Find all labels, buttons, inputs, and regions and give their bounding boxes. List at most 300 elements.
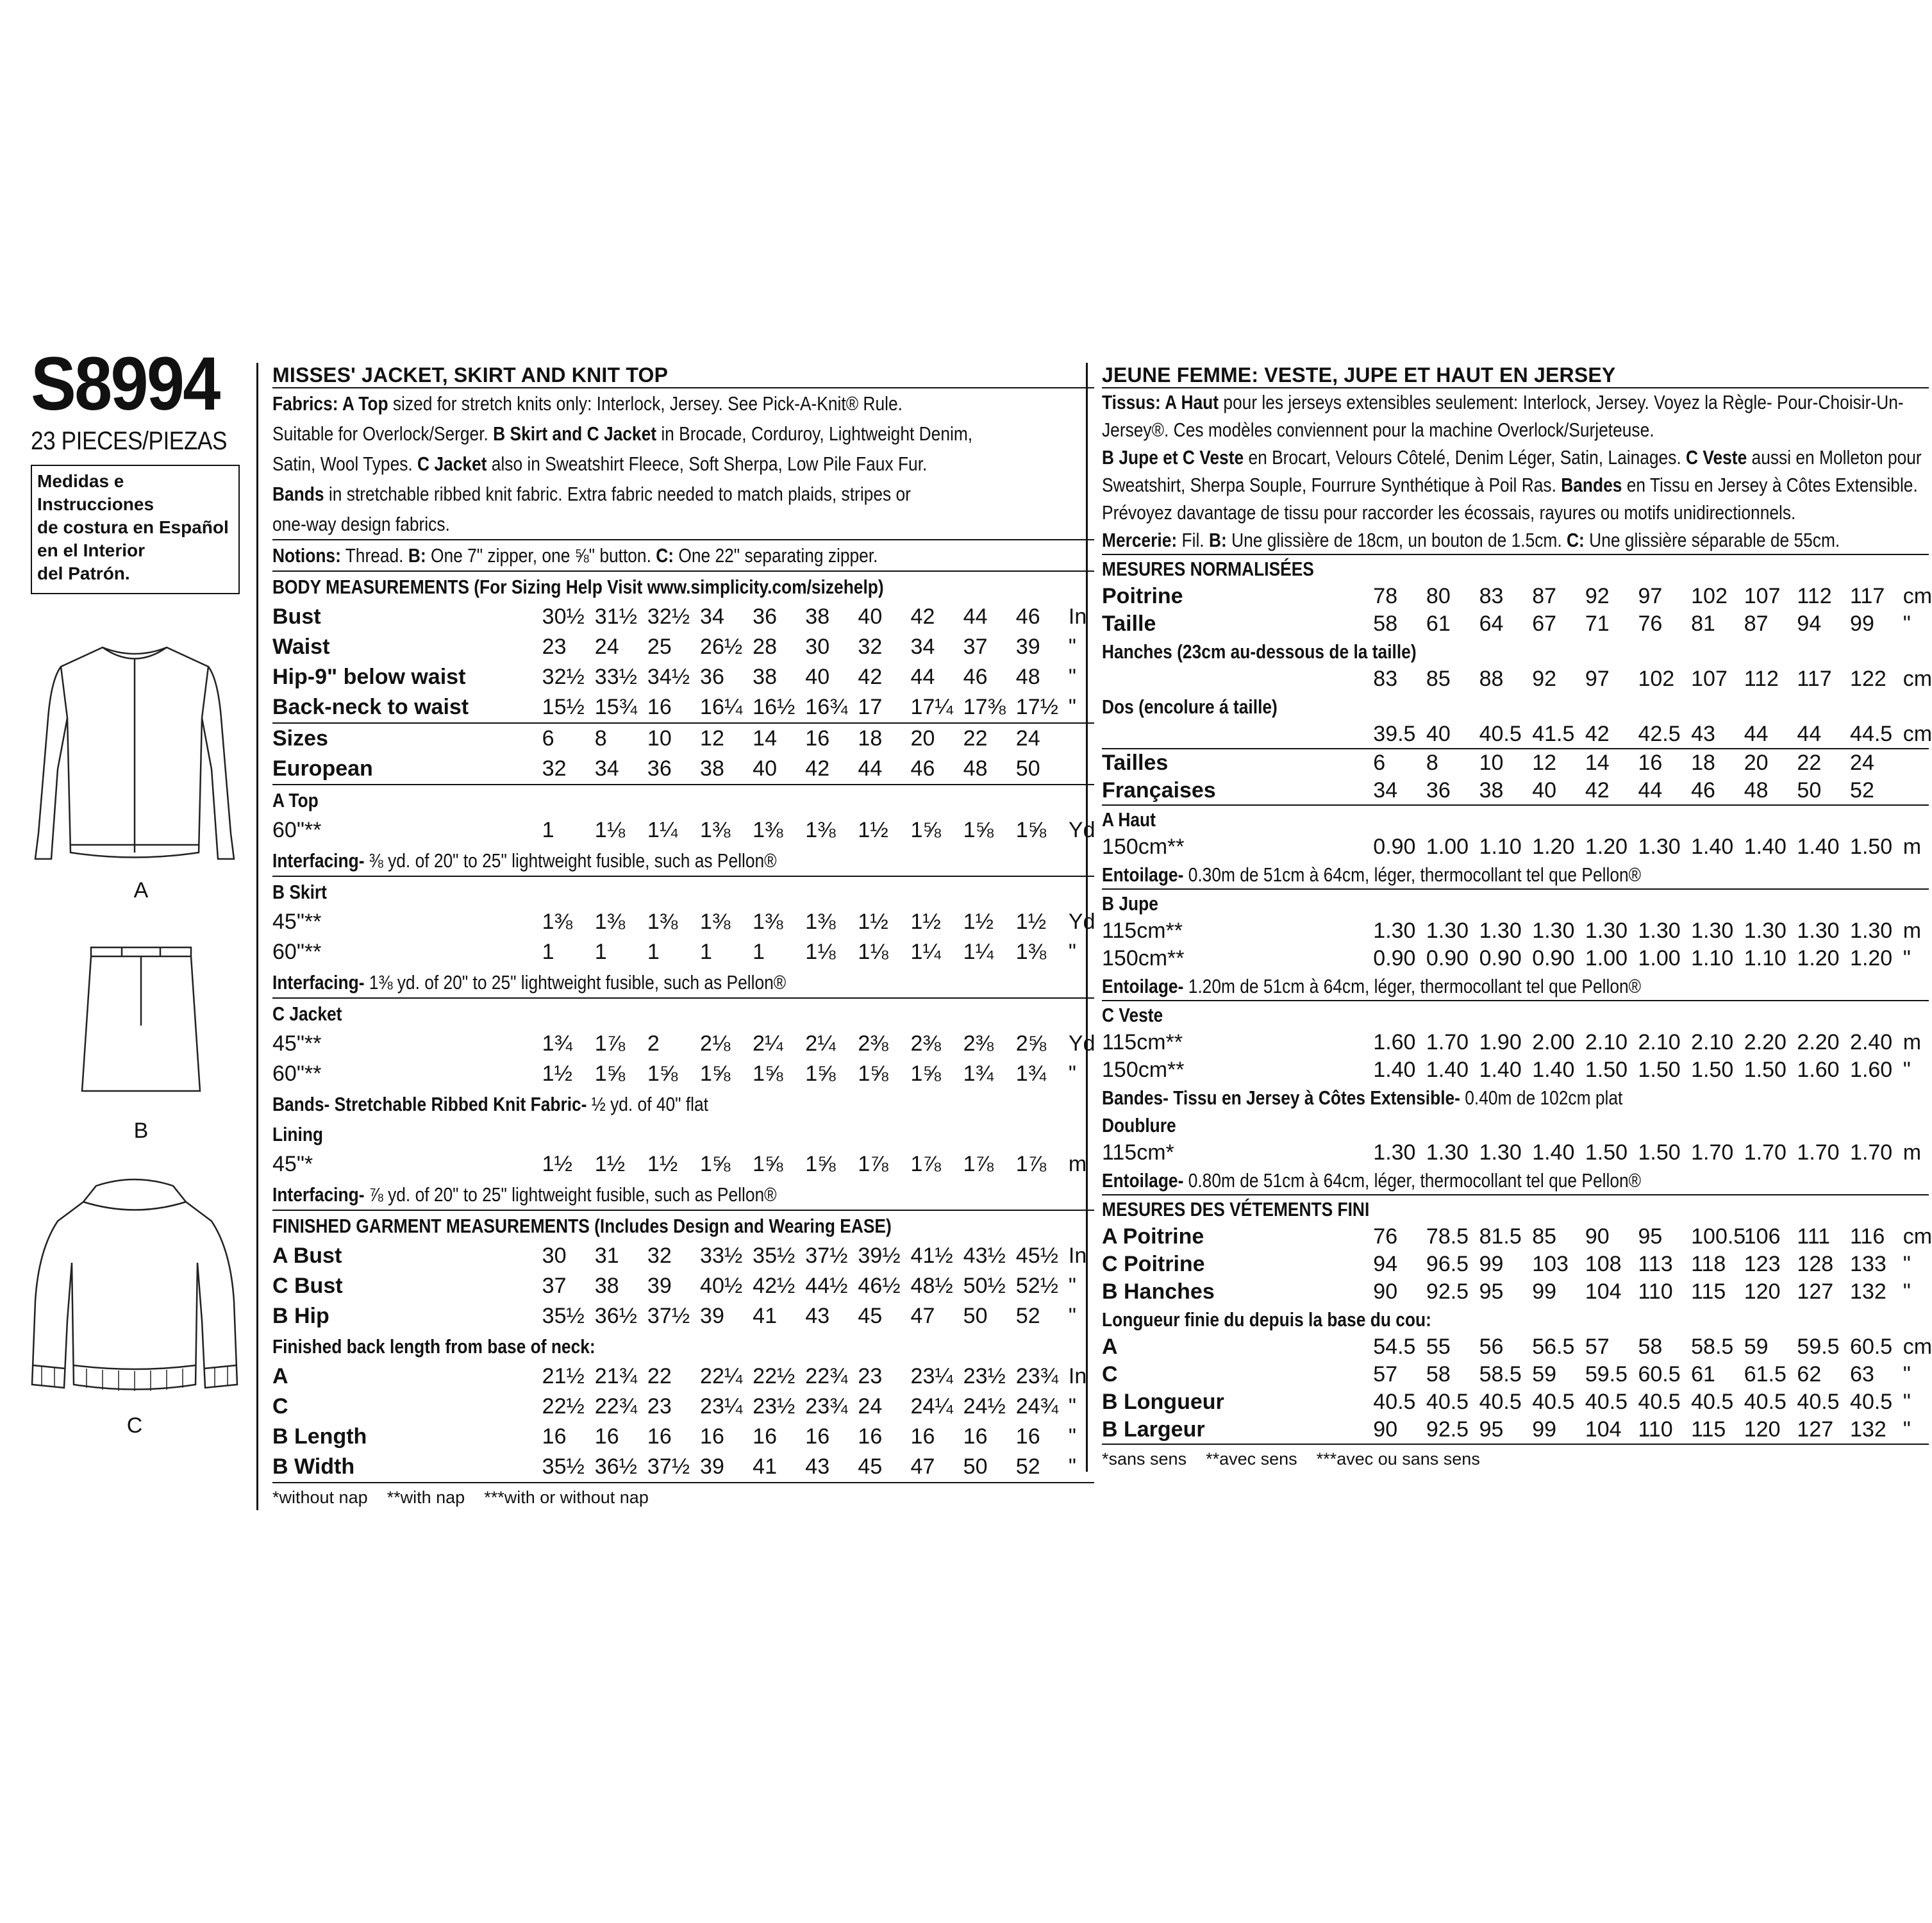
table-cell: 20	[1744, 751, 1769, 775]
table-cell: 1.20	[1850, 946, 1893, 970]
row-label: Bust	[272, 604, 321, 629]
back-length-title: Finished back length from base of neck:	[272, 1335, 595, 1358]
table-cell: 95	[1638, 1224, 1663, 1249]
table-cell: 60.5	[1638, 1362, 1681, 1386]
table-cell: 40.5	[1691, 1390, 1734, 1414]
back-length-table	[272, 1361, 1094, 1482]
table-cell: 111	[1797, 1224, 1831, 1249]
table-cell: 1.50	[1638, 1058, 1681, 1082]
table-cell: 1.50	[1585, 1058, 1628, 1082]
table-cell: 1¼	[910, 940, 941, 964]
table-cell: 38	[594, 1274, 619, 1298]
table-cell: 21½	[542, 1364, 585, 1388]
spanish-note-line: del Patrón.	[37, 563, 130, 583]
table-cell: 36	[753, 604, 777, 629]
table-cell: 23	[542, 635, 567, 659]
table-cell: 47	[910, 1304, 935, 1328]
table-cell: 1½	[594, 1152, 626, 1176]
english-title: MISSES' JACKET, SKIRT AND KNIT TOP	[272, 363, 1094, 388]
table-cell: 83	[1479, 584, 1504, 608]
table-cell: 38	[700, 756, 724, 781]
table-cell: 1.10	[1744, 946, 1786, 970]
table-cell: 2⅜	[910, 1031, 941, 1056]
table-cell: 1⅝	[910, 818, 941, 842]
dos-table	[1102, 720, 1932, 748]
table-cell: 112	[1797, 584, 1832, 608]
table-cell: 40.5	[1850, 1390, 1893, 1414]
table-cell: 1⅜	[647, 910, 678, 934]
unit-cell: cm	[1903, 1335, 1932, 1359]
table-cell: 58	[1373, 612, 1398, 636]
table-cell: 2⅜	[858, 1031, 888, 1056]
table-cell: 43½	[963, 1244, 1006, 1268]
table-cell: 40½	[700, 1274, 743, 1298]
table-cell: 57	[1585, 1335, 1610, 1359]
table-row	[1102, 749, 1929, 777]
table-cell: 122	[1850, 667, 1886, 691]
table-cell: 1.30	[1373, 1140, 1416, 1165]
table-cell: 59	[1744, 1335, 1769, 1359]
table-cell: 30	[542, 1244, 567, 1268]
table-cell: 1½	[858, 818, 888, 842]
table-cell: 28	[753, 635, 777, 659]
table-cell: 1½	[858, 910, 888, 934]
table-cell: 44½	[805, 1274, 848, 1298]
table-row	[272, 724, 1094, 754]
table-cell: 1¾	[542, 1031, 572, 1056]
table-cell: 32	[858, 635, 883, 659]
table-cell: 2.10	[1691, 1030, 1734, 1054]
table-cell: 16	[594, 1424, 619, 1449]
table-cell: 38	[1479, 778, 1504, 803]
table-cell: 32½	[647, 604, 690, 629]
table-cell: 102	[1691, 584, 1728, 608]
mesures-vetements-table	[1102, 1223, 1932, 1306]
table-row	[1102, 917, 1929, 945]
table-cell: 46	[963, 665, 988, 689]
table-cell: 88	[1479, 667, 1504, 691]
table-row	[1102, 720, 1929, 748]
table-cell: 44.5	[1850, 722, 1893, 746]
table-cell: 16	[963, 1424, 988, 1449]
table-cell: 67	[1532, 612, 1557, 636]
table-cell: 62	[1797, 1362, 1822, 1386]
table-cell: 36	[1426, 778, 1451, 803]
table-cell: 60.5	[1850, 1335, 1893, 1359]
table-cell: 94	[1797, 612, 1822, 636]
table-cell: 34	[594, 756, 619, 781]
table-cell: 48½	[910, 1274, 953, 1298]
table-cell: 1⅝	[910, 1061, 941, 1086]
table-cell: 1.00	[1426, 835, 1469, 859]
unit-cell: m	[1068, 1152, 1087, 1176]
unit-cell: "	[1903, 1279, 1911, 1304]
a-top-interfacing: Interfacing- ⅜ yd. of 20" to 25" lightweight fusible, such as Pellon®	[272, 849, 777, 872]
table-cell: 1⅝	[594, 1061, 626, 1086]
table-cell: 1⅞	[858, 1152, 888, 1176]
table-cell: 104	[1585, 1279, 1622, 1304]
table-cell: 1⅝	[1015, 818, 1047, 842]
english-column	[256, 363, 1094, 1510]
unit-cell: "	[1903, 1252, 1911, 1276]
row-label: 115cm**	[1102, 919, 1183, 943]
table-cell: 0.90	[1532, 946, 1575, 970]
table-row	[272, 907, 1094, 937]
table-cell: 23¾	[805, 1394, 848, 1419]
row-label: Poitrine	[1102, 584, 1183, 608]
table-cell: 87	[1744, 612, 1769, 636]
table-cell: 76	[1373, 1224, 1398, 1249]
table-cell: 120	[1744, 1279, 1781, 1304]
table-cell: 116	[1850, 1224, 1885, 1249]
row-label: B Hip	[272, 1304, 329, 1328]
table-cell: 8	[1426, 751, 1438, 775]
table-cell: 1¼	[963, 940, 994, 964]
table-cell: 42½	[753, 1274, 795, 1298]
table-cell: 42	[910, 604, 935, 629]
table-cell: 1	[647, 940, 660, 964]
table-cell: 48	[963, 756, 988, 781]
table-cell: 2.40	[1850, 1030, 1893, 1054]
table-cell: 6	[1373, 751, 1386, 775]
table-cell: 0.90	[1373, 835, 1416, 859]
table-cell: 132	[1850, 1417, 1886, 1442]
row-label: European	[272, 756, 373, 781]
table-cell: 1.90	[1479, 1030, 1522, 1054]
table-cell: 1⅜	[594, 910, 626, 934]
table-cell: 1.50	[1744, 1058, 1786, 1082]
table-cell: 108	[1585, 1252, 1622, 1276]
table-cell: 43	[805, 1304, 830, 1328]
table-cell: 1.30	[1638, 835, 1681, 859]
table-cell: 96.5	[1426, 1252, 1469, 1276]
row-label: 45"*	[272, 1152, 313, 1176]
table-cell: 52½	[1015, 1274, 1058, 1298]
table-cell: 17	[858, 695, 883, 719]
table-cell: 107	[1691, 667, 1728, 691]
sketch-b-skirt-back-view	[77, 942, 205, 1096]
table-cell: 16	[700, 1424, 724, 1449]
spanish-note-line: Medidas e Instrucciones	[37, 471, 154, 514]
table-cell: 99	[1850, 612, 1874, 636]
table-cell: 39	[647, 1274, 672, 1298]
mesures-normalisees-title: MESURES NORMALISÉES	[1102, 558, 1314, 580]
table-cell: 10	[1479, 751, 1504, 775]
unit-cell: "	[1068, 1424, 1076, 1449]
row-label: Waist	[272, 635, 330, 659]
finished-measurements-title: FINISHED GARMENT MEASUREMENTS (Includes Design and Wearing EASE)	[272, 1215, 892, 1237]
french-footnote: *sans sens **avec sens ***avec ou sans sens	[1102, 1449, 1480, 1469]
row-label	[1102, 720, 1373, 748]
table-cell: 1⅝	[753, 1061, 783, 1086]
table-cell: 16	[542, 1424, 567, 1449]
table-cell: 58.5	[1691, 1335, 1734, 1359]
table-cell: 1⅛	[594, 818, 626, 842]
table-row	[1102, 1361, 1929, 1388]
table-cell: 1	[542, 818, 554, 842]
table-cell: 45	[858, 1304, 883, 1328]
table-cell: 1.70	[1744, 1140, 1786, 1165]
b-jupe-entoilage: Entoilage- 1.20m de 51cm à 64cm, léger, thermocollant tel que Pellon®	[1102, 975, 1642, 997]
table-row	[272, 1392, 1094, 1422]
table-cell: 16	[805, 1424, 830, 1449]
table-cell: 39	[1015, 635, 1040, 659]
unit-cell: m	[1903, 919, 1922, 943]
table-cell: 1.50	[1585, 1140, 1628, 1165]
table-cell: 39½	[858, 1244, 901, 1268]
table-cell: 59.5	[1797, 1335, 1840, 1359]
table-cell: 34½	[647, 665, 690, 689]
unit-cell: cm	[1903, 1224, 1932, 1249]
table-cell: 40.5	[1426, 1390, 1469, 1414]
sketch-b-label: B	[133, 1119, 149, 1143]
table-cell: 2⅛	[700, 1031, 731, 1056]
table-cell: 0.90	[1373, 946, 1416, 970]
table-cell: 2.10	[1638, 1030, 1681, 1054]
table-cell: 1⅛	[858, 940, 888, 964]
table-cell: 39	[700, 1454, 724, 1479]
table-cell: 58.5	[1479, 1362, 1522, 1386]
table-cell: 44	[1638, 778, 1663, 803]
table-cell: 23¼	[700, 1394, 743, 1419]
table-row	[1102, 945, 1929, 972]
table-cell: 92	[1585, 584, 1610, 608]
table-cell: 36	[647, 756, 672, 781]
sketch-a-label: A	[133, 878, 149, 903]
table-row	[272, 1271, 1094, 1301]
table-cell: 43	[1691, 722, 1715, 746]
table-cell: 92	[1532, 667, 1557, 691]
table-cell: 37½	[805, 1244, 848, 1268]
table-cell: 24¾	[1015, 1394, 1058, 1419]
table-cell: 1.50	[1850, 835, 1893, 859]
table-row	[1102, 1056, 1929, 1084]
table-cell: 1⅜	[805, 910, 836, 934]
table-cell: 97	[1585, 667, 1610, 691]
table-cell: 42	[858, 665, 883, 689]
table-cell: 1	[594, 940, 607, 964]
table-cell: 34	[700, 604, 724, 629]
c-veste-entoilage: Entoilage- 0.80m de 51cm à 64cm, léger, thermocollant tel que Pellon®	[1102, 1169, 1642, 1192]
table-cell: 1½	[910, 910, 941, 934]
spanish-note-line: de costura en Español	[37, 517, 229, 537]
table-cell: 1⅜	[805, 818, 836, 842]
notions-paragraph: Notions: Thread. B: One 7" zipper, one ⅝" button. C: One 22" separating zipper.	[272, 544, 878, 567]
table-cell: 1.40	[1691, 835, 1734, 859]
table-row	[1102, 833, 1929, 861]
table-cell: 1.50	[1691, 1058, 1734, 1082]
table-cell: 99	[1479, 1252, 1504, 1276]
table-cell: 36	[700, 665, 724, 689]
table-cell: 133	[1850, 1252, 1886, 1276]
table-cell: 2¼	[805, 1031, 836, 1056]
table-row	[272, 1149, 1094, 1179]
table-row	[1102, 1416, 1929, 1444]
table-cell: 1.50	[1638, 1140, 1681, 1165]
row-label: 45"**	[272, 910, 322, 934]
table-cell: 40.5	[1479, 722, 1522, 746]
unit-cell: "	[1903, 1362, 1911, 1386]
table-cell: 50	[963, 1304, 988, 1328]
table-cell: 128	[1797, 1252, 1834, 1276]
row-label: C	[272, 1394, 288, 1419]
unit-cell: "	[1068, 940, 1076, 964]
table-cell: 16	[910, 1424, 935, 1449]
table-cell: 2.10	[1585, 1030, 1628, 1054]
table-cell: 32	[647, 1244, 672, 1268]
table-cell: 118	[1691, 1252, 1726, 1276]
table-row	[272, 1059, 1094, 1089]
table-cell: 44	[910, 665, 935, 689]
table-cell: 35½	[542, 1454, 585, 1479]
table-row	[272, 1452, 1094, 1482]
row-label: C Bust	[272, 1274, 343, 1298]
table-cell: 1⅝	[963, 818, 994, 842]
french-column	[1086, 363, 1932, 1472]
table-cell: 40	[858, 604, 883, 629]
table-cell: 1.40	[1373, 1058, 1416, 1082]
hanches-title: Hanches (23cm au-dessous de la taille)	[1102, 640, 1417, 663]
table-cell: 64	[1479, 612, 1504, 636]
a-top-title: A Top	[272, 789, 319, 812]
row-label: 60"**	[272, 1061, 322, 1086]
table-cell: 78	[1373, 584, 1398, 608]
table-cell: 39.5	[1373, 722, 1416, 746]
table-cell: 12	[700, 726, 724, 751]
sizes-table	[272, 724, 1094, 784]
table-row	[1102, 1223, 1929, 1251]
table-cell: 1⅜	[753, 910, 783, 934]
table-cell: 45	[858, 1454, 883, 1479]
table-cell: 1	[753, 940, 765, 964]
table-cell: 1.40	[1744, 835, 1786, 859]
table-cell: 90	[1373, 1417, 1398, 1442]
table-cell: 1.30	[1426, 1140, 1469, 1165]
unit-cell: "	[1068, 1274, 1076, 1298]
unit-cell: In	[1068, 1244, 1087, 1268]
table-cell: 16	[753, 1424, 777, 1449]
table-cell: 58	[1426, 1362, 1451, 1386]
table-cell: 1⅜	[1015, 940, 1047, 964]
table-cell: 110	[1638, 1279, 1673, 1304]
table-cell: 42	[805, 756, 830, 781]
table-cell: 1.60	[1373, 1030, 1416, 1054]
unit-cell: cm	[1903, 584, 1932, 608]
table-cell: 52	[1015, 1304, 1040, 1328]
table-cell: 41	[753, 1454, 777, 1479]
longueur-title: Longueur finie du depuis la base du cou:	[1102, 1308, 1431, 1331]
row-label: A Bust	[272, 1244, 342, 1268]
table-cell: 24	[1850, 751, 1874, 775]
table-cell: 1.00	[1585, 946, 1628, 970]
table-cell: 10	[647, 726, 672, 751]
table-cell: 92.5	[1426, 1417, 1469, 1442]
table-cell: 47	[910, 1454, 935, 1479]
unit-cell	[1903, 749, 1929, 777]
table-cell: 2.20	[1797, 1030, 1840, 1054]
b-jupe-title: B Jupe	[1102, 892, 1158, 915]
table-cell: 50	[1797, 778, 1822, 803]
unit-cell: m	[1903, 1030, 1922, 1054]
table-cell: 2	[647, 1031, 660, 1056]
table-cell: 25	[647, 635, 672, 659]
mesures-normalisees-table	[1102, 583, 1932, 638]
table-cell: 1.40	[1426, 1058, 1469, 1082]
table-cell: 1.30	[1638, 919, 1681, 943]
table-cell: 1⅝	[647, 1061, 678, 1086]
table-cell: 22¾	[594, 1394, 637, 1419]
table-cell: 39	[700, 1304, 724, 1328]
table-cell: 22½	[542, 1394, 585, 1419]
table-cell: 106	[1744, 1224, 1781, 1249]
table-cell: 99	[1532, 1279, 1557, 1304]
piece-count: 23 PIECES/PIEZAS	[31, 427, 227, 455]
table-cell: 20	[910, 726, 935, 751]
row-label: A	[1102, 1335, 1118, 1359]
table-cell: 107	[1744, 584, 1781, 608]
table-cell: 1⅞	[594, 1031, 626, 1056]
unit-cell	[1903, 777, 1929, 804]
table-cell: 1⅜	[542, 910, 572, 934]
table-cell: 22¾	[805, 1364, 848, 1388]
mercerie-paragraph: Mercerie: Fil. B: Une glissière de 18cm, un bouton de 1.5cm. C: Une glissière séparable de 55cm.	[1102, 529, 1840, 551]
table-cell: 40.5	[1744, 1390, 1786, 1414]
table-cell: 34	[910, 635, 935, 659]
table-cell: 2¼	[753, 1031, 783, 1056]
table-cell: 1	[700, 940, 712, 964]
c-veste-title: C Veste	[1102, 1004, 1163, 1026]
table-cell: 42	[1585, 722, 1610, 746]
table-cell: 1.30	[1479, 919, 1522, 943]
row-label: 115cm**	[1102, 1030, 1183, 1054]
b-skirt-interfacing: Interfacing- 1⅜ yd. of 20" to 25" lightweight fusible, such as Pellon®	[272, 971, 787, 994]
table-cell: 1.70	[1850, 1140, 1893, 1165]
table-cell: 1.40	[1532, 1140, 1575, 1165]
table-cell: 94	[1373, 1252, 1398, 1276]
table-cell: 1.40	[1532, 1058, 1575, 1082]
table-cell: 24	[858, 1394, 883, 1419]
unit-cell: In	[1068, 1364, 1087, 1388]
table-row	[1102, 777, 1929, 804]
table-cell: 78.5	[1426, 1224, 1469, 1249]
table-cell: 2⅜	[963, 1031, 994, 1056]
body-measurements-title: BODY MEASUREMENTS (For Sizing Help Visit www.simplicity.com/sizehelp)	[272, 576, 884, 598]
table-row	[1102, 1333, 1929, 1361]
unit-cell: "	[1068, 1061, 1076, 1086]
table-cell: 1.70	[1426, 1030, 1469, 1054]
unit-cell: "	[1903, 946, 1911, 970]
table-cell: 15¾	[594, 695, 637, 719]
table-cell: 23½	[753, 1394, 795, 1419]
table-cell: 48	[1015, 665, 1040, 689]
table-cell: 14	[1585, 751, 1610, 775]
row-label: Taille	[1102, 612, 1156, 636]
unit-cell: Yd	[1068, 910, 1095, 934]
table-cell: 127	[1797, 1417, 1834, 1442]
table-cell: 0.90	[1426, 946, 1469, 970]
table-cell: 61.5	[1744, 1362, 1786, 1386]
table-cell: 1⅜	[700, 910, 731, 934]
table-cell: 59.5	[1585, 1362, 1628, 1386]
table-cell: 36½	[594, 1304, 637, 1328]
table-cell: 42.5	[1638, 722, 1681, 746]
table-cell: 120	[1744, 1417, 1781, 1442]
table-cell: 1½	[1015, 910, 1047, 934]
table-row	[1102, 610, 1929, 638]
table-cell: 123	[1744, 1252, 1781, 1276]
b-jupe-metrage-table	[1102, 917, 1929, 972]
finished-measurements-table	[272, 1241, 1094, 1331]
